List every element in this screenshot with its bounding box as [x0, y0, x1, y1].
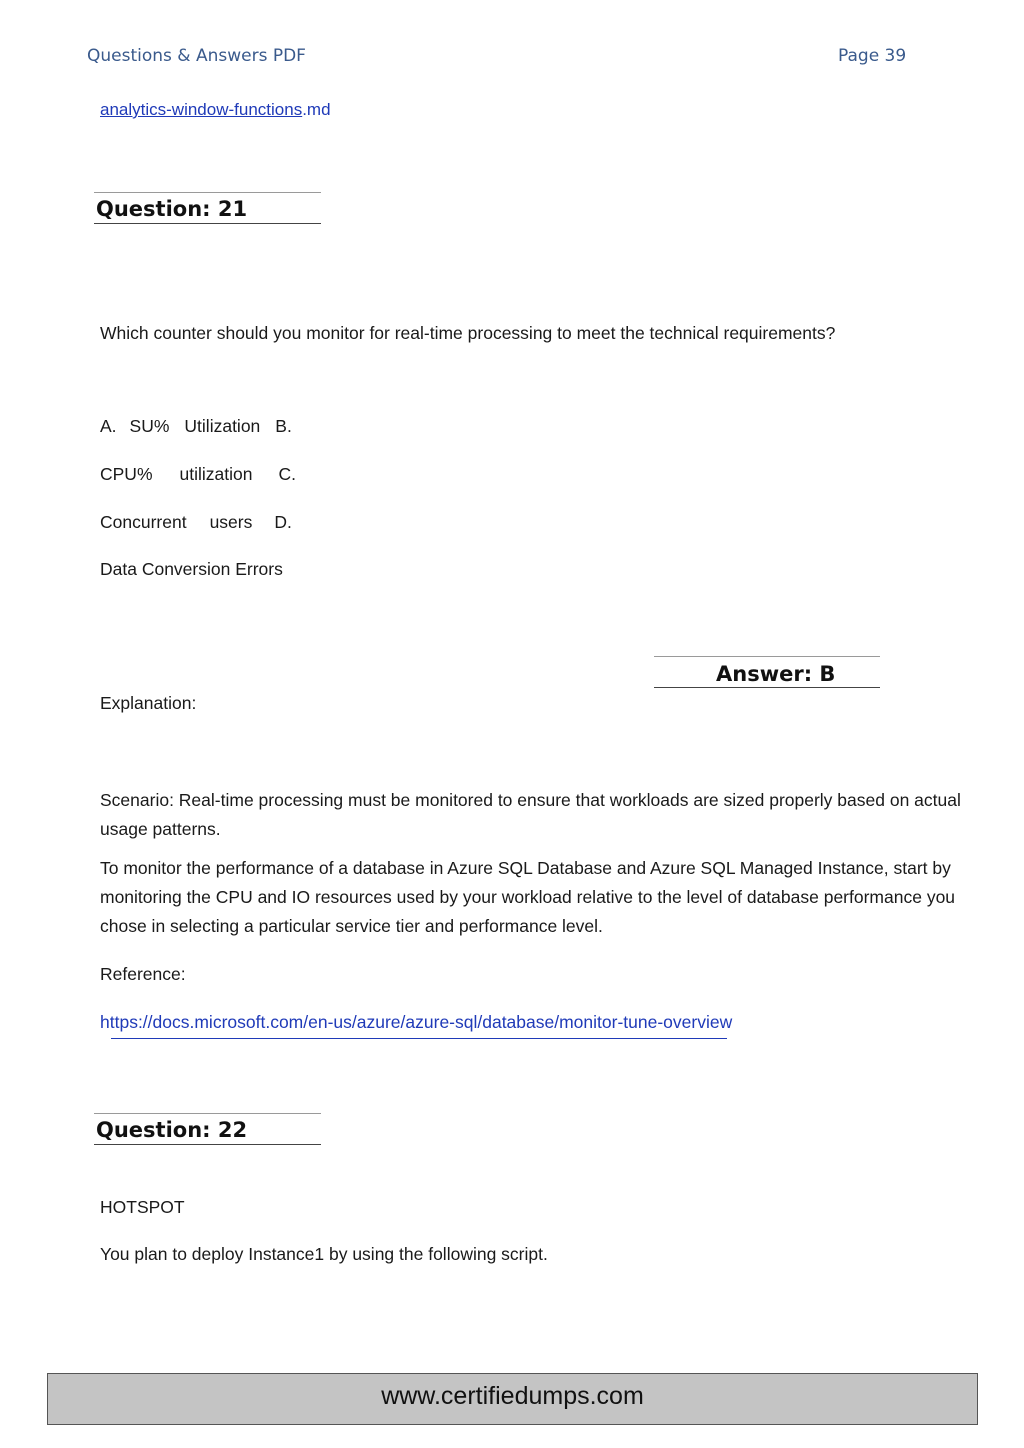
answer-box — [654, 656, 880, 688]
option-d-letter: D. — [274, 512, 292, 532]
question-22-heading: Question: 22 — [96, 1118, 248, 1142]
option-row-4 — [100, 559, 283, 580]
header-title: Questions & Answers PDF — [87, 46, 306, 66]
option-c-word-1: Concurrent — [100, 512, 187, 532]
page-number: Page 39 — [838, 46, 907, 66]
reference-link-underline — [111, 1038, 727, 1039]
option-row-2 — [100, 464, 296, 485]
option-c-letter: C. — [278, 464, 296, 484]
question-22-prompt: You plan to deploy Instance1 by using the following script. — [100, 1244, 548, 1264]
footer-site-link[interactable]: www.certifiedumps.com — [381, 1382, 644, 1410]
option-b-letter: B. — [275, 416, 292, 436]
option-a-word-2: Utilization — [184, 416, 261, 436]
option-d-text: Data Conversion Errors — [100, 559, 283, 579]
option-a-letter: A. — [100, 416, 117, 436]
option-b-word-2: utilization — [179, 464, 253, 484]
question-21-heading-box — [94, 192, 321, 224]
question-21-prompt: Which counter should you monitor for real-time processing to meet the technical requirements? — [100, 323, 836, 343]
reference-link[interactable]: https://docs.microsoft.com/en-us/azure/azure-sql/database/monitor-tune-overview — [100, 1012, 733, 1032]
option-c-word-2: users — [209, 512, 253, 532]
question-22-heading-box — [94, 1113, 321, 1145]
question-22-type: HOTSPOT — [100, 1197, 185, 1217]
answer-label: Answer: B — [716, 662, 836, 686]
top-reference-link-text[interactable]: analytics-window-functions — [100, 100, 303, 119]
top-reference-link[interactable] — [100, 100, 331, 120]
option-row-1 — [100, 416, 292, 437]
option-a-word-1: SU% — [129, 416, 170, 436]
footer-banner — [47, 1373, 978, 1425]
top-reference-link-suffix: .md — [302, 100, 331, 119]
question-21-heading: Question: 21 — [96, 197, 248, 221]
scenario-paragraph: Scenario: Real-time processing must be monitored to ensure that workloads are sized properly based on actual usage patterns. — [100, 790, 961, 839]
option-b-word-1: CPU% — [100, 464, 153, 484]
detail-paragraph: To monitor the performance of a database in Azure SQL Database and Azure SQL Managed Instance, start by monitoring the CPU and IO resources used by your workload relative to the level of database performance you chose in selecting a particular service tier and performance level. — [100, 858, 956, 936]
explanation-label: Explanation: — [100, 693, 197, 713]
option-row-3 — [100, 512, 292, 533]
reference-label: Reference: — [100, 964, 186, 984]
